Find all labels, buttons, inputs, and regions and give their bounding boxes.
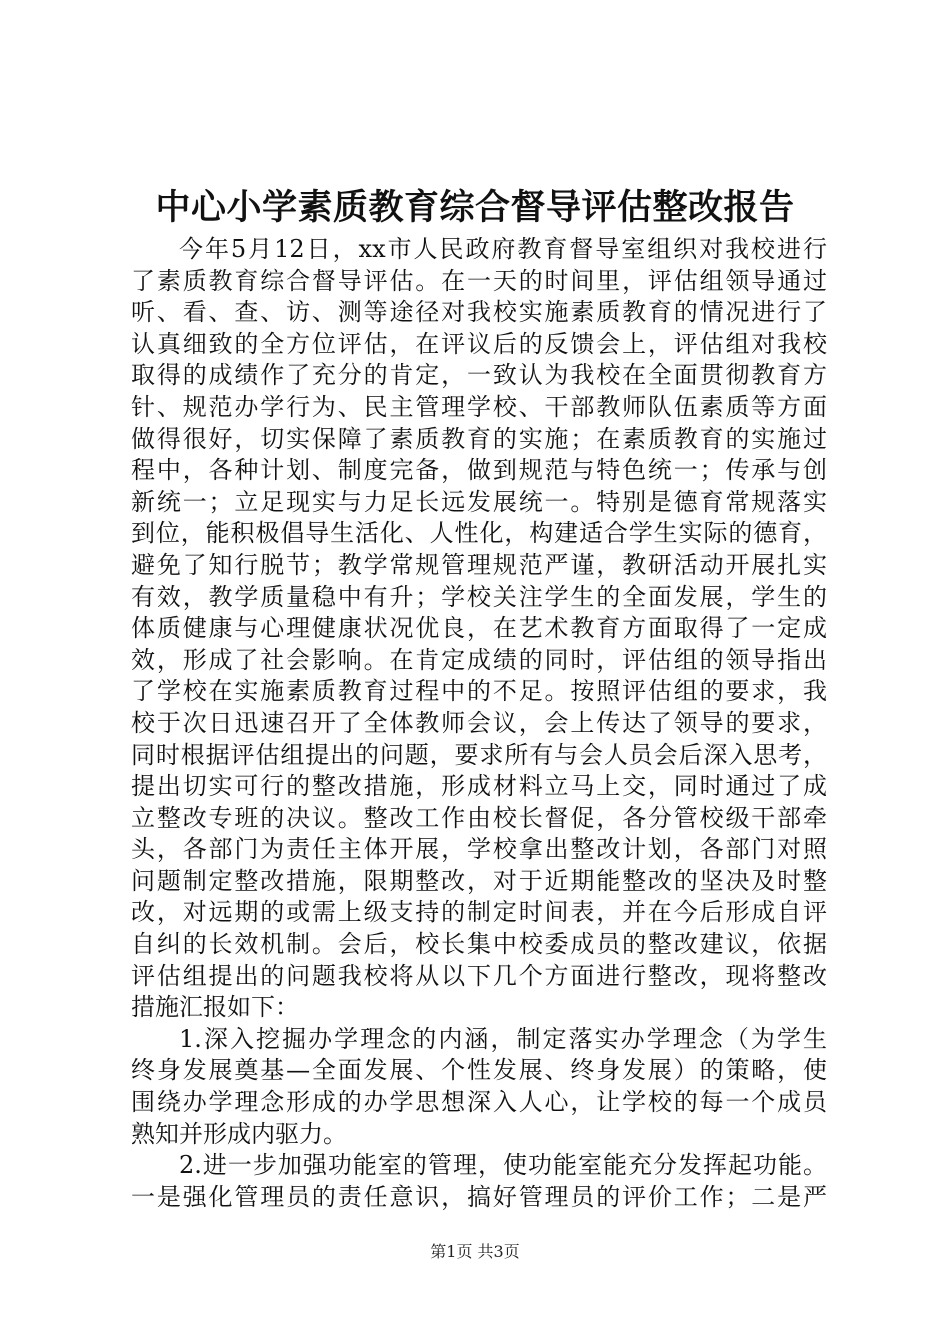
body-text-line: 问题制定整改措施，限期整改，对于近期能整改的坚决及时整 — [131, 866, 827, 895]
body-text-line: 到位，能积极倡导生活化、人性化，构建适合学生实际的德育， — [131, 519, 827, 548]
body-text-line: 措施汇报如下： — [131, 993, 299, 1022]
body-text-line: 一是强化管理员的责任意识，搞好管理员的评价工作；二是严 — [131, 1182, 827, 1211]
body-text-line: 了素质教育综合督导评估。在一天的时间里，评估组领导通过 — [131, 266, 827, 295]
body-text-line: 2.进一步加强功能室的管理，使功能室能充分发挥起功能。 — [179, 1151, 827, 1180]
body-text-line: 有效，教学质量稳中有升；学校关注学生的全面发展，学生的 — [131, 582, 827, 611]
body-text-line: 头，各部门为责任主体开展，学校拿出整改计划，各部门对照 — [131, 835, 827, 864]
body-text-line: 评估组提出的问题我校将从以下几个方面进行整改，现将整改 — [131, 961, 827, 990]
body-text-line: 自纠的长效机制。会后，校长集中校委成员的整改建议，依据 — [131, 930, 827, 959]
document-title: 中心小学素质教育综合督导评估整改报告 — [155, 187, 795, 228]
body-text-line: 围绕办学理念形成的办学思想深入人心，让学校的每一个成员 — [131, 1088, 827, 1117]
body-text-line: 了学校在实施素质教育过程中的不足。按照评估组的要求，我 — [131, 677, 827, 706]
body-text-line: 避免了知行脱节；教学常规管理规范严谨，教研活动开展扎实 — [131, 550, 827, 579]
document-body — [131, 234, 827, 1213]
body-text-line: 立整改专班的决议。整改工作由校长督促，各分管校级干部牵 — [131, 803, 827, 832]
body-text-line: 同时根据评估组提出的问题，要求所有与会人员会后深入思考， — [131, 740, 827, 769]
body-text-line: 效，形成了社会影响。在肯定成绩的同时，评估组的领导指出 — [131, 645, 827, 674]
body-text-line: 新统一；立足现实与力足长远发展统一。特别是德育常规落实 — [131, 487, 827, 516]
body-text-line: 提出切实可行的整改措施，形成材料立马上交，同时通过了成 — [131, 772, 827, 801]
body-text-line: 改，对远期的或需上级支持的制定时间表，并在今后形成自评 — [131, 898, 827, 927]
body-text-line: 校于次日迅速召开了全体教师会议，会上传达了领导的要求， — [131, 708, 827, 737]
body-text-line: 1.深入挖掘办学理念的内涵，制定落实办学理念（为学生 — [179, 1024, 827, 1053]
body-text-line: 针、规范办学行为、民主管理学校、干部教师队伍素质等方面 — [131, 392, 827, 421]
body-text-line: 今年5月12日，xx市人民政府教育督导室组织对我校进行 — [179, 235, 827, 263]
body-text-line: 认真细致的全方位评估，在评议后的反馈会上，评估组对我校 — [131, 329, 827, 358]
body-text-line: 程中，各种计划、制度完备，做到规范与特色统一；传承与创 — [131, 456, 827, 485]
body-text-line: 体质健康与心理健康状况优良，在艺术教育方面取得了一定成 — [131, 614, 827, 643]
body-text-line: 取得的成绩作了充分的肯定，一致认为我校在全面贯彻教育方 — [131, 361, 827, 390]
page-footer: 第1页 共3页 — [430, 1242, 520, 1261]
body-text-line: 听、看、查、访、测等途径对我校实施素质教育的情况进行了 — [131, 298, 827, 327]
body-text-line: 做得很好，切实保障了素质教育的实施；在素质教育的实施过 — [131, 424, 827, 453]
body-text-line: 熟知并形成内驱力。 — [131, 1119, 347, 1148]
body-text-line: 终身发展奠基—全面发展、个性发展、终身发展）的策略，使 — [131, 1056, 827, 1085]
